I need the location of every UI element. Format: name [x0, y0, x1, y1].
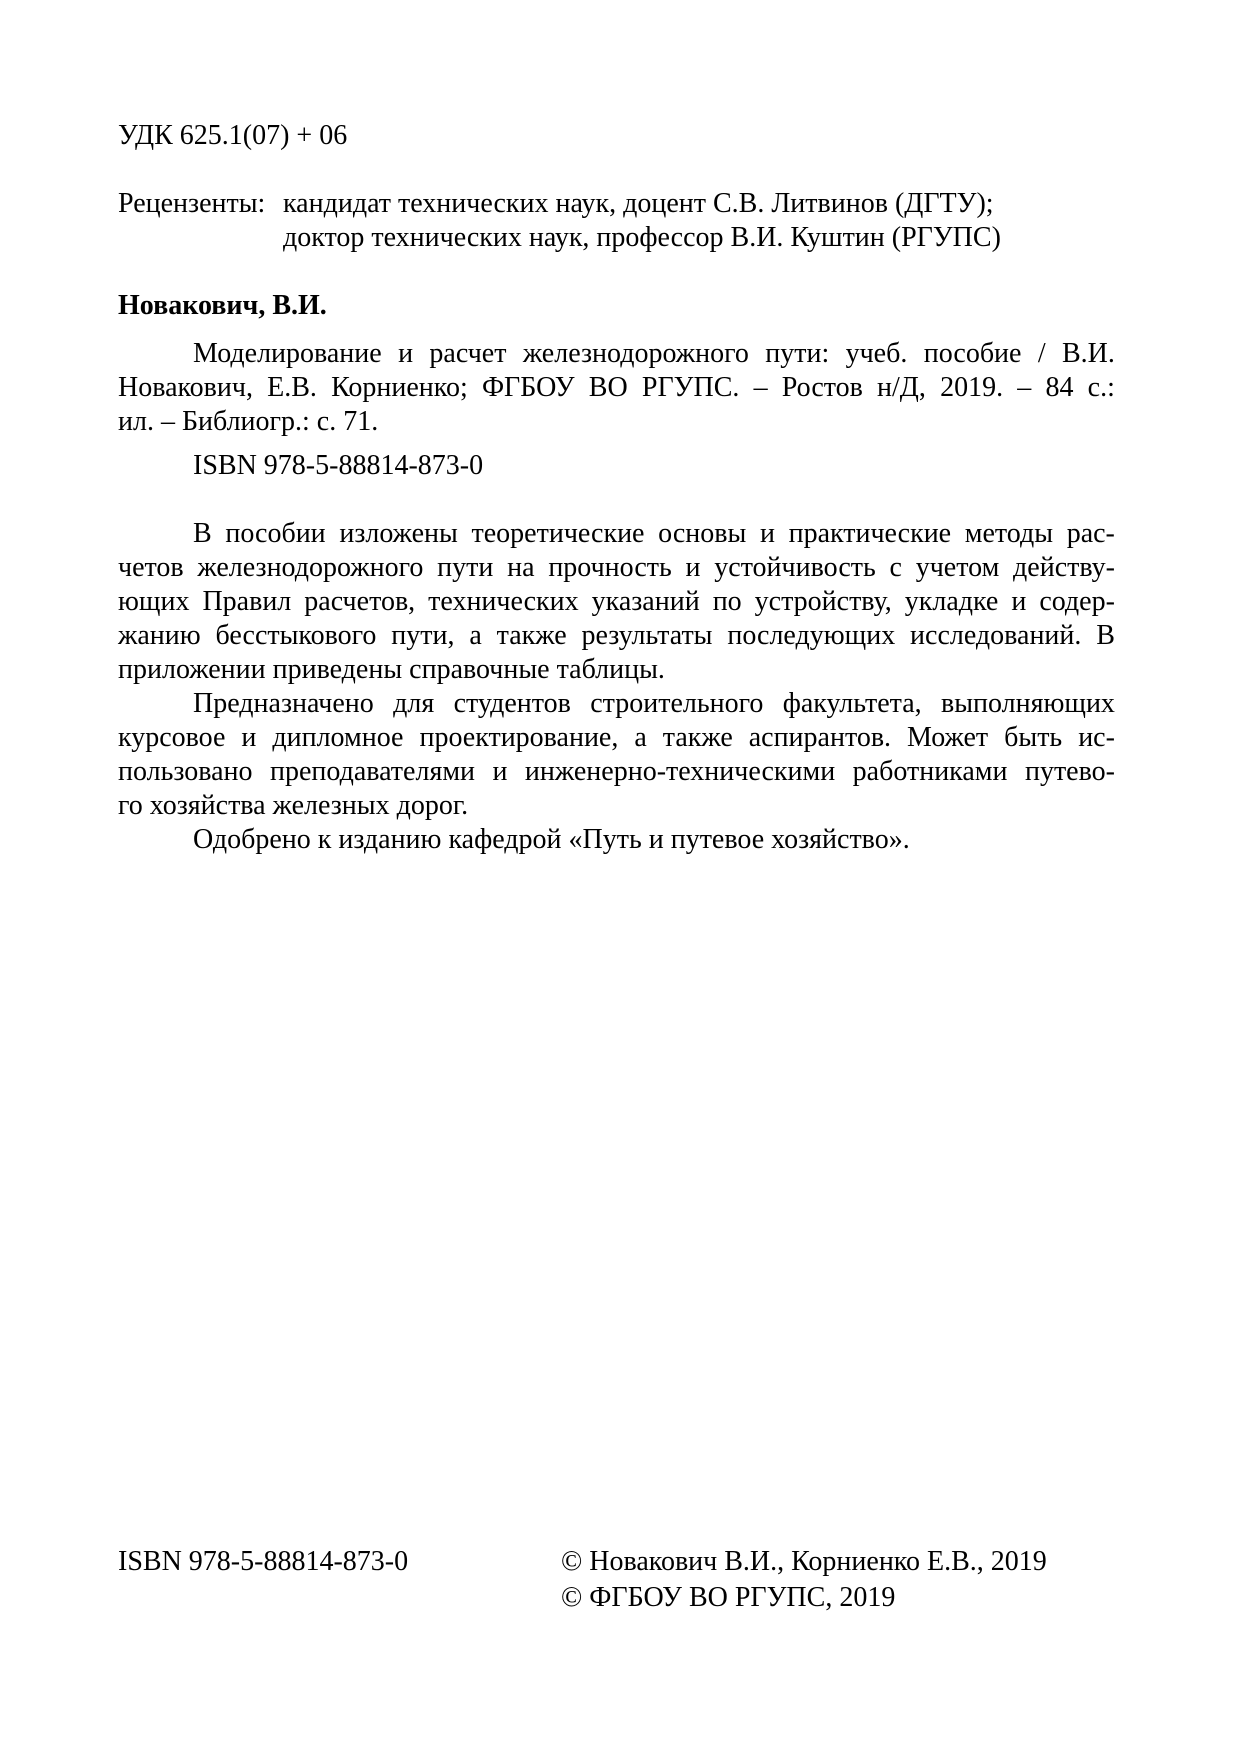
abstract-line: [193, 519, 1115, 549]
word: жанию: [118, 620, 201, 651]
word: путево-: [1024, 756, 1115, 787]
word: Правил: [202, 586, 292, 617]
word: четов: [118, 552, 184, 583]
bib-isbn: ISBN 978-5-88814-873-0: [193, 450, 484, 481]
word: результаты: [581, 620, 713, 651]
word: Корниенко;: [331, 372, 468, 403]
word: строительного: [590, 688, 764, 719]
word: изложены: [339, 518, 458, 549]
word: методы: [964, 518, 1054, 549]
word: учеб.: [845, 338, 908, 369]
reviewer-second: доктор технических наук, профессор В.И. Куштин (РГУПС): [283, 222, 1001, 253]
word: пути:: [765, 338, 830, 369]
word: Е.В.: [267, 372, 317, 403]
word: выполняющих: [940, 688, 1115, 719]
word: пособие: [923, 338, 1022, 369]
word: железнодорожного: [197, 552, 424, 583]
word: содер-: [1039, 586, 1115, 617]
word: а: [634, 722, 647, 753]
word: 84: [1045, 372, 1074, 403]
word: ющих: [118, 586, 190, 617]
word: курсовое: [118, 722, 226, 753]
word: ис-: [1078, 722, 1115, 753]
word: расчетов,: [304, 586, 416, 617]
word: инженерно-техническими: [524, 756, 836, 787]
word: практические: [788, 518, 952, 549]
word: технических: [428, 586, 579, 617]
bib-line-2: [118, 373, 1115, 403]
word: факультета,: [782, 688, 922, 719]
word: прочность: [548, 552, 672, 583]
word: ФГБОУ: [481, 372, 575, 403]
word: для: [393, 688, 435, 719]
word: пути,: [391, 620, 455, 651]
abstract-line: [118, 621, 1115, 651]
word: Предназначено: [193, 688, 374, 719]
word: на: [507, 552, 535, 583]
author-heading: Новакович, В.И.: [118, 290, 327, 321]
word: действу-: [1013, 552, 1115, 583]
word: последующих: [727, 620, 896, 651]
word: ВО: [588, 372, 628, 403]
udk-code: УДК 625.1(07) + 06: [118, 120, 348, 151]
word: учетом: [915, 552, 1000, 583]
word: железнодорожного: [522, 338, 749, 369]
word: и: [685, 552, 701, 583]
word: работниками: [852, 756, 1008, 787]
abstract-line: [118, 587, 1115, 617]
word: укладке: [904, 586, 999, 617]
word: и: [1011, 586, 1027, 617]
word: с: [889, 552, 902, 583]
approval-note: Одобрено к изданию кафедрой «Путь и путевое хозяйство».: [193, 824, 910, 855]
word: по: [712, 586, 742, 617]
word: пособии: [225, 518, 326, 549]
word: –: [753, 372, 768, 403]
word: В.И.: [1061, 338, 1115, 369]
word: дипломное: [272, 722, 404, 753]
word: РГУПС.: [641, 372, 740, 403]
word: студентов: [453, 688, 571, 719]
abstract-line: [118, 757, 1115, 787]
abstract-line: приложении приведены справочные таблицы.: [118, 654, 665, 685]
word: теоретические: [471, 518, 645, 549]
word: пользовано: [118, 756, 253, 787]
word: проектирование,: [419, 722, 619, 753]
reviewer-first: кандидат технических наук, доцент С.В. Литвинов (ДГТУ);: [283, 188, 994, 219]
word: В: [193, 518, 212, 549]
word: преподавателями: [269, 756, 476, 787]
word: пути: [437, 552, 494, 583]
abstract-line: [118, 553, 1115, 583]
word: рас-: [1066, 518, 1115, 549]
abstract-line: [193, 689, 1115, 719]
word: исследований.: [910, 620, 1082, 651]
word: /: [1037, 338, 1046, 369]
word: н/Д,: [877, 372, 926, 403]
abstract-line: го хозяйства железных дорог.: [118, 790, 469, 821]
word: указаний: [591, 586, 700, 617]
word: и: [492, 756, 508, 787]
abstract-line: [118, 723, 1115, 753]
word: Новакович,: [118, 372, 253, 403]
word: с.:: [1087, 372, 1115, 403]
word: 2019.: [940, 372, 1004, 403]
copyright-authors: © Новакович В.И., Корниенко Е.В., 2019: [561, 1546, 1047, 1577]
word: также: [662, 722, 733, 753]
bib-line-1: [193, 339, 1115, 369]
word: устройству,: [754, 586, 892, 617]
word: также: [496, 620, 567, 651]
word: и: [398, 338, 414, 369]
word: Моделирование: [193, 338, 382, 369]
word: Ростов: [781, 372, 863, 403]
bib-line-3: ил. – Библиогр.: с. 71.: [118, 406, 379, 437]
reviewers-label: Рецензенты:: [118, 188, 266, 219]
word: и: [241, 722, 257, 753]
word: и: [759, 518, 775, 549]
copyright-publisher: © ФГБОУ ВО РГУПС, 2019: [561, 1582, 896, 1613]
word: Может: [907, 722, 989, 753]
word: –: [1017, 372, 1032, 403]
word: быть: [1004, 722, 1063, 753]
footer-isbn: ISBN 978-5-88814-873-0: [118, 1546, 409, 1577]
word: расчет: [429, 338, 507, 369]
word: В: [1096, 620, 1115, 651]
word: аспирантов.: [748, 722, 892, 753]
word: бесстыкового: [215, 620, 377, 651]
word: основы: [658, 518, 747, 549]
word: а: [469, 620, 482, 651]
word: устойчивость: [714, 552, 876, 583]
